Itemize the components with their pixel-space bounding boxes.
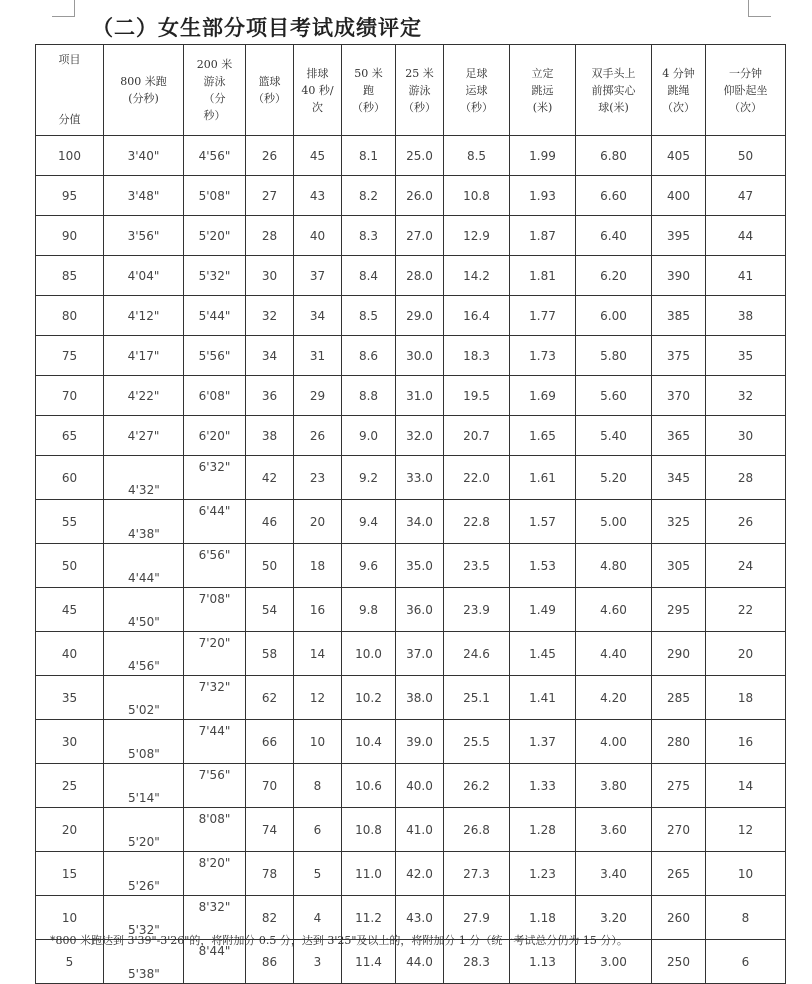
cell-200m-swim: 6'20"	[184, 416, 246, 456]
cell-800m-run: 4'56"	[104, 632, 184, 676]
cell-football-dribble: 27.9	[444, 896, 510, 940]
cell-score: 45	[36, 588, 104, 632]
cell-800m-run: 4'50"	[104, 588, 184, 632]
cell-1min-situps: 12	[706, 808, 786, 852]
cell-football-dribble: 25.1	[444, 676, 510, 720]
cell-1min-situps: 24	[706, 544, 786, 588]
cell-score: 50	[36, 544, 104, 588]
cell-1min-situps: 18	[706, 676, 786, 720]
cell-50m-run: 11.4	[342, 940, 396, 984]
cell-25m-swim: 36.0	[396, 588, 444, 632]
header-1min-situps: 一分钟 仰卧起坐 （次）	[706, 45, 786, 136]
cell-200m-swim: 7'44"	[184, 720, 246, 764]
cell-score: 100	[36, 136, 104, 176]
cell-1min-situps: 30	[706, 416, 786, 456]
cell-basketball: 66	[246, 720, 294, 764]
cell-4min-jump-rope: 370	[652, 376, 706, 416]
cell-volleyball: 23	[294, 456, 342, 500]
cell-1min-situps: 22	[706, 588, 786, 632]
cell-50m-run: 10.4	[342, 720, 396, 764]
header-medicine-ball-throw: 双手头上 前掷实心 球(米)	[576, 45, 652, 136]
cell-basketball: 50	[246, 544, 294, 588]
cell-standing-long-jump: 1.99	[510, 136, 576, 176]
cell-25m-swim: 31.0	[396, 376, 444, 416]
cell-800m-run: 5'02"	[104, 676, 184, 720]
cell-800m-run: 5'38"	[104, 940, 184, 984]
header-standing-long-jump: 立定 跳远 (米)	[510, 45, 576, 136]
cell-score: 35	[36, 676, 104, 720]
cell-50m-run: 10.0	[342, 632, 396, 676]
cell-800m-run: 4'27"	[104, 416, 184, 456]
cell-4min-jump-rope: 365	[652, 416, 706, 456]
cell-1min-situps: 6	[706, 940, 786, 984]
table-row	[36, 588, 786, 632]
cell-25m-swim: 44.0	[396, 940, 444, 984]
page-title: （二）女生部分项目考试成绩评定	[92, 15, 422, 40]
cell-medicine-ball-throw: 6.60	[576, 176, 652, 216]
cell-25m-swim: 34.0	[396, 500, 444, 544]
cell-football-dribble: 24.6	[444, 632, 510, 676]
cell-4min-jump-rope: 260	[652, 896, 706, 940]
cell-4min-jump-rope: 250	[652, 940, 706, 984]
cell-score: 70	[36, 376, 104, 416]
cell-200m-swim: 6'56"	[184, 544, 246, 588]
table-row	[36, 632, 786, 676]
cell-1min-situps: 35	[706, 336, 786, 376]
cell-1min-situps: 47	[706, 176, 786, 216]
cell-50m-run: 10.6	[342, 764, 396, 808]
cell-25m-swim: 35.0	[396, 544, 444, 588]
cell-200m-swim: 6'44"	[184, 500, 246, 544]
cell-score: 95	[36, 176, 104, 216]
table-row	[36, 720, 786, 764]
cell-basketball: 86	[246, 940, 294, 984]
cell-1min-situps: 41	[706, 256, 786, 296]
cell-25m-swim: 41.0	[396, 808, 444, 852]
cell-1min-situps: 14	[706, 764, 786, 808]
cell-medicine-ball-throw: 4.60	[576, 588, 652, 632]
cell-score: 85	[36, 256, 104, 296]
cell-volleyball: 3	[294, 940, 342, 984]
cell-200m-swim: 4'56"	[184, 136, 246, 176]
header-800m-run: 800 米跑 (分秒)	[104, 45, 184, 136]
cell-score: 80	[36, 296, 104, 336]
cell-score: 75	[36, 336, 104, 376]
table-row	[36, 416, 786, 456]
cell-volleyball: 43	[294, 176, 342, 216]
table-row	[36, 808, 786, 852]
header-volleyball: 排球 40 秒/ 次	[294, 45, 342, 136]
cell-25m-swim: 38.0	[396, 676, 444, 720]
cell-score: 25	[36, 764, 104, 808]
cell-800m-run: 3'56"	[104, 216, 184, 256]
cell-score: 60	[36, 456, 104, 500]
header-200m-swim: 200 米 游泳 （分 秒）	[184, 45, 246, 136]
cell-standing-long-jump: 1.57	[510, 500, 576, 544]
cell-50m-run: 8.6	[342, 336, 396, 376]
cell-standing-long-jump: 1.18	[510, 896, 576, 940]
cell-medicine-ball-throw: 3.00	[576, 940, 652, 984]
cell-medicine-ball-throw: 5.40	[576, 416, 652, 456]
cell-standing-long-jump: 1.69	[510, 376, 576, 416]
cell-50m-run: 9.2	[342, 456, 396, 500]
cell-football-dribble: 23.5	[444, 544, 510, 588]
cell-1min-situps: 28	[706, 456, 786, 500]
cell-4min-jump-rope: 295	[652, 588, 706, 632]
cell-volleyball: 14	[294, 632, 342, 676]
cell-football-dribble: 10.8	[444, 176, 510, 216]
table-row	[36, 296, 786, 336]
cell-football-dribble: 14.2	[444, 256, 510, 296]
cell-25m-swim: 29.0	[396, 296, 444, 336]
header-4min-jump-rope: 4 分钟 跳绳 （次）	[652, 45, 706, 136]
cell-standing-long-jump: 1.61	[510, 456, 576, 500]
header-score-item: 项目 分值	[36, 45, 104, 136]
cell-score: 90	[36, 216, 104, 256]
cell-4min-jump-rope: 385	[652, 296, 706, 336]
cell-volleyball: 10	[294, 720, 342, 764]
cell-volleyball: 16	[294, 588, 342, 632]
cell-25m-swim: 30.0	[396, 336, 444, 376]
cell-football-dribble: 23.9	[444, 588, 510, 632]
cell-football-dribble: 19.5	[444, 376, 510, 416]
cell-200m-swim: 6'32"	[184, 456, 246, 500]
cell-basketball: 32	[246, 296, 294, 336]
cell-50m-run: 11.0	[342, 852, 396, 896]
cell-football-dribble: 26.2	[444, 764, 510, 808]
cell-1min-situps: 20	[706, 632, 786, 676]
cell-200m-swim: 7'20"	[184, 632, 246, 676]
cell-basketball: 62	[246, 676, 294, 720]
cell-score: 10	[36, 896, 104, 940]
cell-200m-swim: 5'32"	[184, 256, 246, 296]
table-row	[36, 176, 786, 216]
cell-standing-long-jump: 1.77	[510, 296, 576, 336]
cell-4min-jump-rope: 405	[652, 136, 706, 176]
cell-4min-jump-rope: 305	[652, 544, 706, 588]
cell-800m-run: 5'20"	[104, 808, 184, 852]
cell-volleyball: 20	[294, 500, 342, 544]
cell-medicine-ball-throw: 5.20	[576, 456, 652, 500]
cell-800m-run: 5'32"	[104, 896, 184, 940]
cell-standing-long-jump: 1.65	[510, 416, 576, 456]
cell-25m-swim: 42.0	[396, 852, 444, 896]
cell-medicine-ball-throw: 3.60	[576, 808, 652, 852]
cell-1min-situps: 8	[706, 896, 786, 940]
cell-football-dribble: 12.9	[444, 216, 510, 256]
cell-volleyball: 37	[294, 256, 342, 296]
cell-standing-long-jump: 1.37	[510, 720, 576, 764]
cell-medicine-ball-throw: 3.20	[576, 896, 652, 940]
cell-25m-swim: 37.0	[396, 632, 444, 676]
table-row	[36, 136, 786, 176]
cell-4min-jump-rope: 275	[652, 764, 706, 808]
cell-basketball: 54	[246, 588, 294, 632]
cell-4min-jump-rope: 375	[652, 336, 706, 376]
cell-800m-run: 4'44"	[104, 544, 184, 588]
cell-200m-swim: 5'08"	[184, 176, 246, 216]
cell-4min-jump-rope: 390	[652, 256, 706, 296]
cell-800m-run: 4'17"	[104, 336, 184, 376]
footnote: *800 米跑达到 3'39"-3'26"的，将附加分 0.5 分，达到 3'25"及以上的，将附加分 1 分（统一考试总分仍为 15 分）。	[50, 934, 628, 947]
cell-basketball: 27	[246, 176, 294, 216]
cell-football-dribble: 27.3	[444, 852, 510, 896]
cell-50m-run: 9.8	[342, 588, 396, 632]
table-row	[36, 676, 786, 720]
cell-football-dribble: 28.3	[444, 940, 510, 984]
cell-medicine-ball-throw: 5.60	[576, 376, 652, 416]
cell-basketball: 34	[246, 336, 294, 376]
cell-medicine-ball-throw: 4.20	[576, 676, 652, 720]
cell-1min-situps: 50	[706, 136, 786, 176]
cell-volleyball: 45	[294, 136, 342, 176]
table-row	[36, 336, 786, 376]
cell-standing-long-jump: 1.73	[510, 336, 576, 376]
cell-25m-swim: 27.0	[396, 216, 444, 256]
cell-25m-swim: 43.0	[396, 896, 444, 940]
table-row	[36, 500, 786, 544]
cell-standing-long-jump: 1.87	[510, 216, 576, 256]
cell-basketball: 58	[246, 632, 294, 676]
cell-score: 55	[36, 500, 104, 544]
cell-1min-situps: 44	[706, 216, 786, 256]
cell-200m-swim: 5'56"	[184, 336, 246, 376]
header-50m-run: 50 米 跑 （秒）	[342, 45, 396, 136]
header-basketball: 篮球 （秒）	[246, 45, 294, 136]
crop-mark-right	[748, 0, 771, 17]
cell-200m-swim: 7'08"	[184, 588, 246, 632]
cell-standing-long-jump: 1.81	[510, 256, 576, 296]
cell-50m-run: 8.3	[342, 216, 396, 256]
cell-800m-run: 5'08"	[104, 720, 184, 764]
cell-standing-long-jump: 1.13	[510, 940, 576, 984]
cell-1min-situps: 26	[706, 500, 786, 544]
cell-medicine-ball-throw: 6.20	[576, 256, 652, 296]
cell-200m-swim: 7'32"	[184, 676, 246, 720]
cell-score: 5	[36, 940, 104, 984]
cell-1min-situps: 16	[706, 720, 786, 764]
cell-50m-run: 9.6	[342, 544, 396, 588]
cell-800m-run: 4'38"	[104, 500, 184, 544]
cell-score: 40	[36, 632, 104, 676]
cell-800m-run: 5'14"	[104, 764, 184, 808]
cell-medicine-ball-throw: 3.40	[576, 852, 652, 896]
cell-50m-run: 8.4	[342, 256, 396, 296]
cell-4min-jump-rope: 395	[652, 216, 706, 256]
cell-200m-swim: 7'56"	[184, 764, 246, 808]
cell-800m-run: 5'26"	[104, 852, 184, 896]
cell-score: 65	[36, 416, 104, 456]
table-row	[36, 764, 786, 808]
cell-4min-jump-rope: 400	[652, 176, 706, 216]
cell-50m-run: 10.8	[342, 808, 396, 852]
cell-volleyball: 34	[294, 296, 342, 336]
cell-basketball: 74	[246, 808, 294, 852]
cell-25m-swim: 39.0	[396, 720, 444, 764]
cell-25m-swim: 28.0	[396, 256, 444, 296]
cell-25m-swim: 33.0	[396, 456, 444, 500]
cell-200m-swim: 8'08"	[184, 808, 246, 852]
cell-25m-swim: 32.0	[396, 416, 444, 456]
cell-200m-swim: 8'20"	[184, 852, 246, 896]
cell-volleyball: 26	[294, 416, 342, 456]
cell-football-dribble: 16.4	[444, 296, 510, 336]
cell-standing-long-jump: 1.49	[510, 588, 576, 632]
cell-medicine-ball-throw: 4.40	[576, 632, 652, 676]
cell-volleyball: 5	[294, 852, 342, 896]
cell-50m-run: 10.2	[342, 676, 396, 720]
cell-200m-swim: 5'20"	[184, 216, 246, 256]
cell-50m-run: 8.8	[342, 376, 396, 416]
cell-800m-run: 4'22"	[104, 376, 184, 416]
cell-medicine-ball-throw: 4.00	[576, 720, 652, 764]
crop-mark-left	[52, 0, 75, 17]
cell-volleyball: 29	[294, 376, 342, 416]
cell-medicine-ball-throw: 4.80	[576, 544, 652, 588]
cell-4min-jump-rope: 345	[652, 456, 706, 500]
header-25m-swim: 25 米 游泳 （秒）	[396, 45, 444, 136]
cell-volleyball: 12	[294, 676, 342, 720]
cell-50m-run: 8.5	[342, 296, 396, 336]
cell-1min-situps: 32	[706, 376, 786, 416]
cell-25m-swim: 26.0	[396, 176, 444, 216]
cell-standing-long-jump: 1.53	[510, 544, 576, 588]
cell-50m-run: 8.1	[342, 136, 396, 176]
cell-volleyball: 4	[294, 896, 342, 940]
cell-basketball: 38	[246, 416, 294, 456]
cell-4min-jump-rope: 290	[652, 632, 706, 676]
table-row	[36, 852, 786, 896]
cell-volleyball: 6	[294, 808, 342, 852]
cell-800m-run: 3'48"	[104, 176, 184, 216]
cell-medicine-ball-throw: 5.80	[576, 336, 652, 376]
cell-basketball: 26	[246, 136, 294, 176]
cell-basketball: 36	[246, 376, 294, 416]
score-table	[35, 44, 786, 984]
cell-volleyball: 40	[294, 216, 342, 256]
cell-50m-run: 9.4	[342, 500, 396, 544]
cell-standing-long-jump: 1.23	[510, 852, 576, 896]
cell-football-dribble: 8.5	[444, 136, 510, 176]
cell-basketball: 46	[246, 500, 294, 544]
cell-score: 30	[36, 720, 104, 764]
table-body	[36, 136, 786, 984]
cell-4min-jump-rope: 325	[652, 500, 706, 544]
cell-score: 15	[36, 852, 104, 896]
cell-50m-run: 11.2	[342, 896, 396, 940]
cell-basketball: 82	[246, 896, 294, 940]
cell-medicine-ball-throw: 3.80	[576, 764, 652, 808]
table-row	[36, 544, 786, 588]
cell-200m-swim: 8'44"	[184, 940, 246, 984]
cell-1min-situps: 10	[706, 852, 786, 896]
cell-football-dribble: 20.7	[444, 416, 510, 456]
cell-football-dribble: 25.5	[444, 720, 510, 764]
cell-4min-jump-rope: 280	[652, 720, 706, 764]
cell-football-dribble: 18.3	[444, 336, 510, 376]
cell-medicine-ball-throw: 6.00	[576, 296, 652, 336]
cell-25m-swim: 40.0	[396, 764, 444, 808]
table-header	[36, 45, 786, 136]
cell-volleyball: 8	[294, 764, 342, 808]
cell-medicine-ball-throw: 6.80	[576, 136, 652, 176]
cell-basketball: 28	[246, 216, 294, 256]
cell-volleyball: 18	[294, 544, 342, 588]
cell-basketball: 42	[246, 456, 294, 500]
cell-medicine-ball-throw: 6.40	[576, 216, 652, 256]
cell-50m-run: 8.2	[342, 176, 396, 216]
table-row	[36, 256, 786, 296]
cell-medicine-ball-throw: 5.00	[576, 500, 652, 544]
cell-200m-swim: 5'44"	[184, 296, 246, 336]
cell-standing-long-jump: 1.93	[510, 176, 576, 216]
cell-25m-swim: 25.0	[396, 136, 444, 176]
cell-800m-run: 4'12"	[104, 296, 184, 336]
cell-200m-swim: 8'32"	[184, 896, 246, 940]
cell-score: 20	[36, 808, 104, 852]
cell-standing-long-jump: 1.28	[510, 808, 576, 852]
table-row	[36, 216, 786, 256]
cell-4min-jump-rope: 270	[652, 808, 706, 852]
cell-50m-run: 9.0	[342, 416, 396, 456]
cell-football-dribble: 22.0	[444, 456, 510, 500]
table-row	[36, 376, 786, 416]
cell-football-dribble: 22.8	[444, 500, 510, 544]
cell-800m-run: 3'40"	[104, 136, 184, 176]
cell-football-dribble: 26.8	[444, 808, 510, 852]
cell-4min-jump-rope: 265	[652, 852, 706, 896]
table-row	[36, 456, 786, 500]
cell-800m-run: 4'04"	[104, 256, 184, 296]
cell-standing-long-jump: 1.33	[510, 764, 576, 808]
cell-4min-jump-rope: 285	[652, 676, 706, 720]
cell-volleyball: 31	[294, 336, 342, 376]
cell-200m-swim: 6'08"	[184, 376, 246, 416]
cell-basketball: 78	[246, 852, 294, 896]
cell-standing-long-jump: 1.41	[510, 676, 576, 720]
header-football-dribble: 足球 运球 （秒）	[444, 45, 510, 136]
header-row	[36, 45, 786, 136]
cell-basketball: 30	[246, 256, 294, 296]
cell-standing-long-jump: 1.45	[510, 632, 576, 676]
cell-basketball: 70	[246, 764, 294, 808]
cell-800m-run: 4'32"	[104, 456, 184, 500]
cell-1min-situps: 38	[706, 296, 786, 336]
